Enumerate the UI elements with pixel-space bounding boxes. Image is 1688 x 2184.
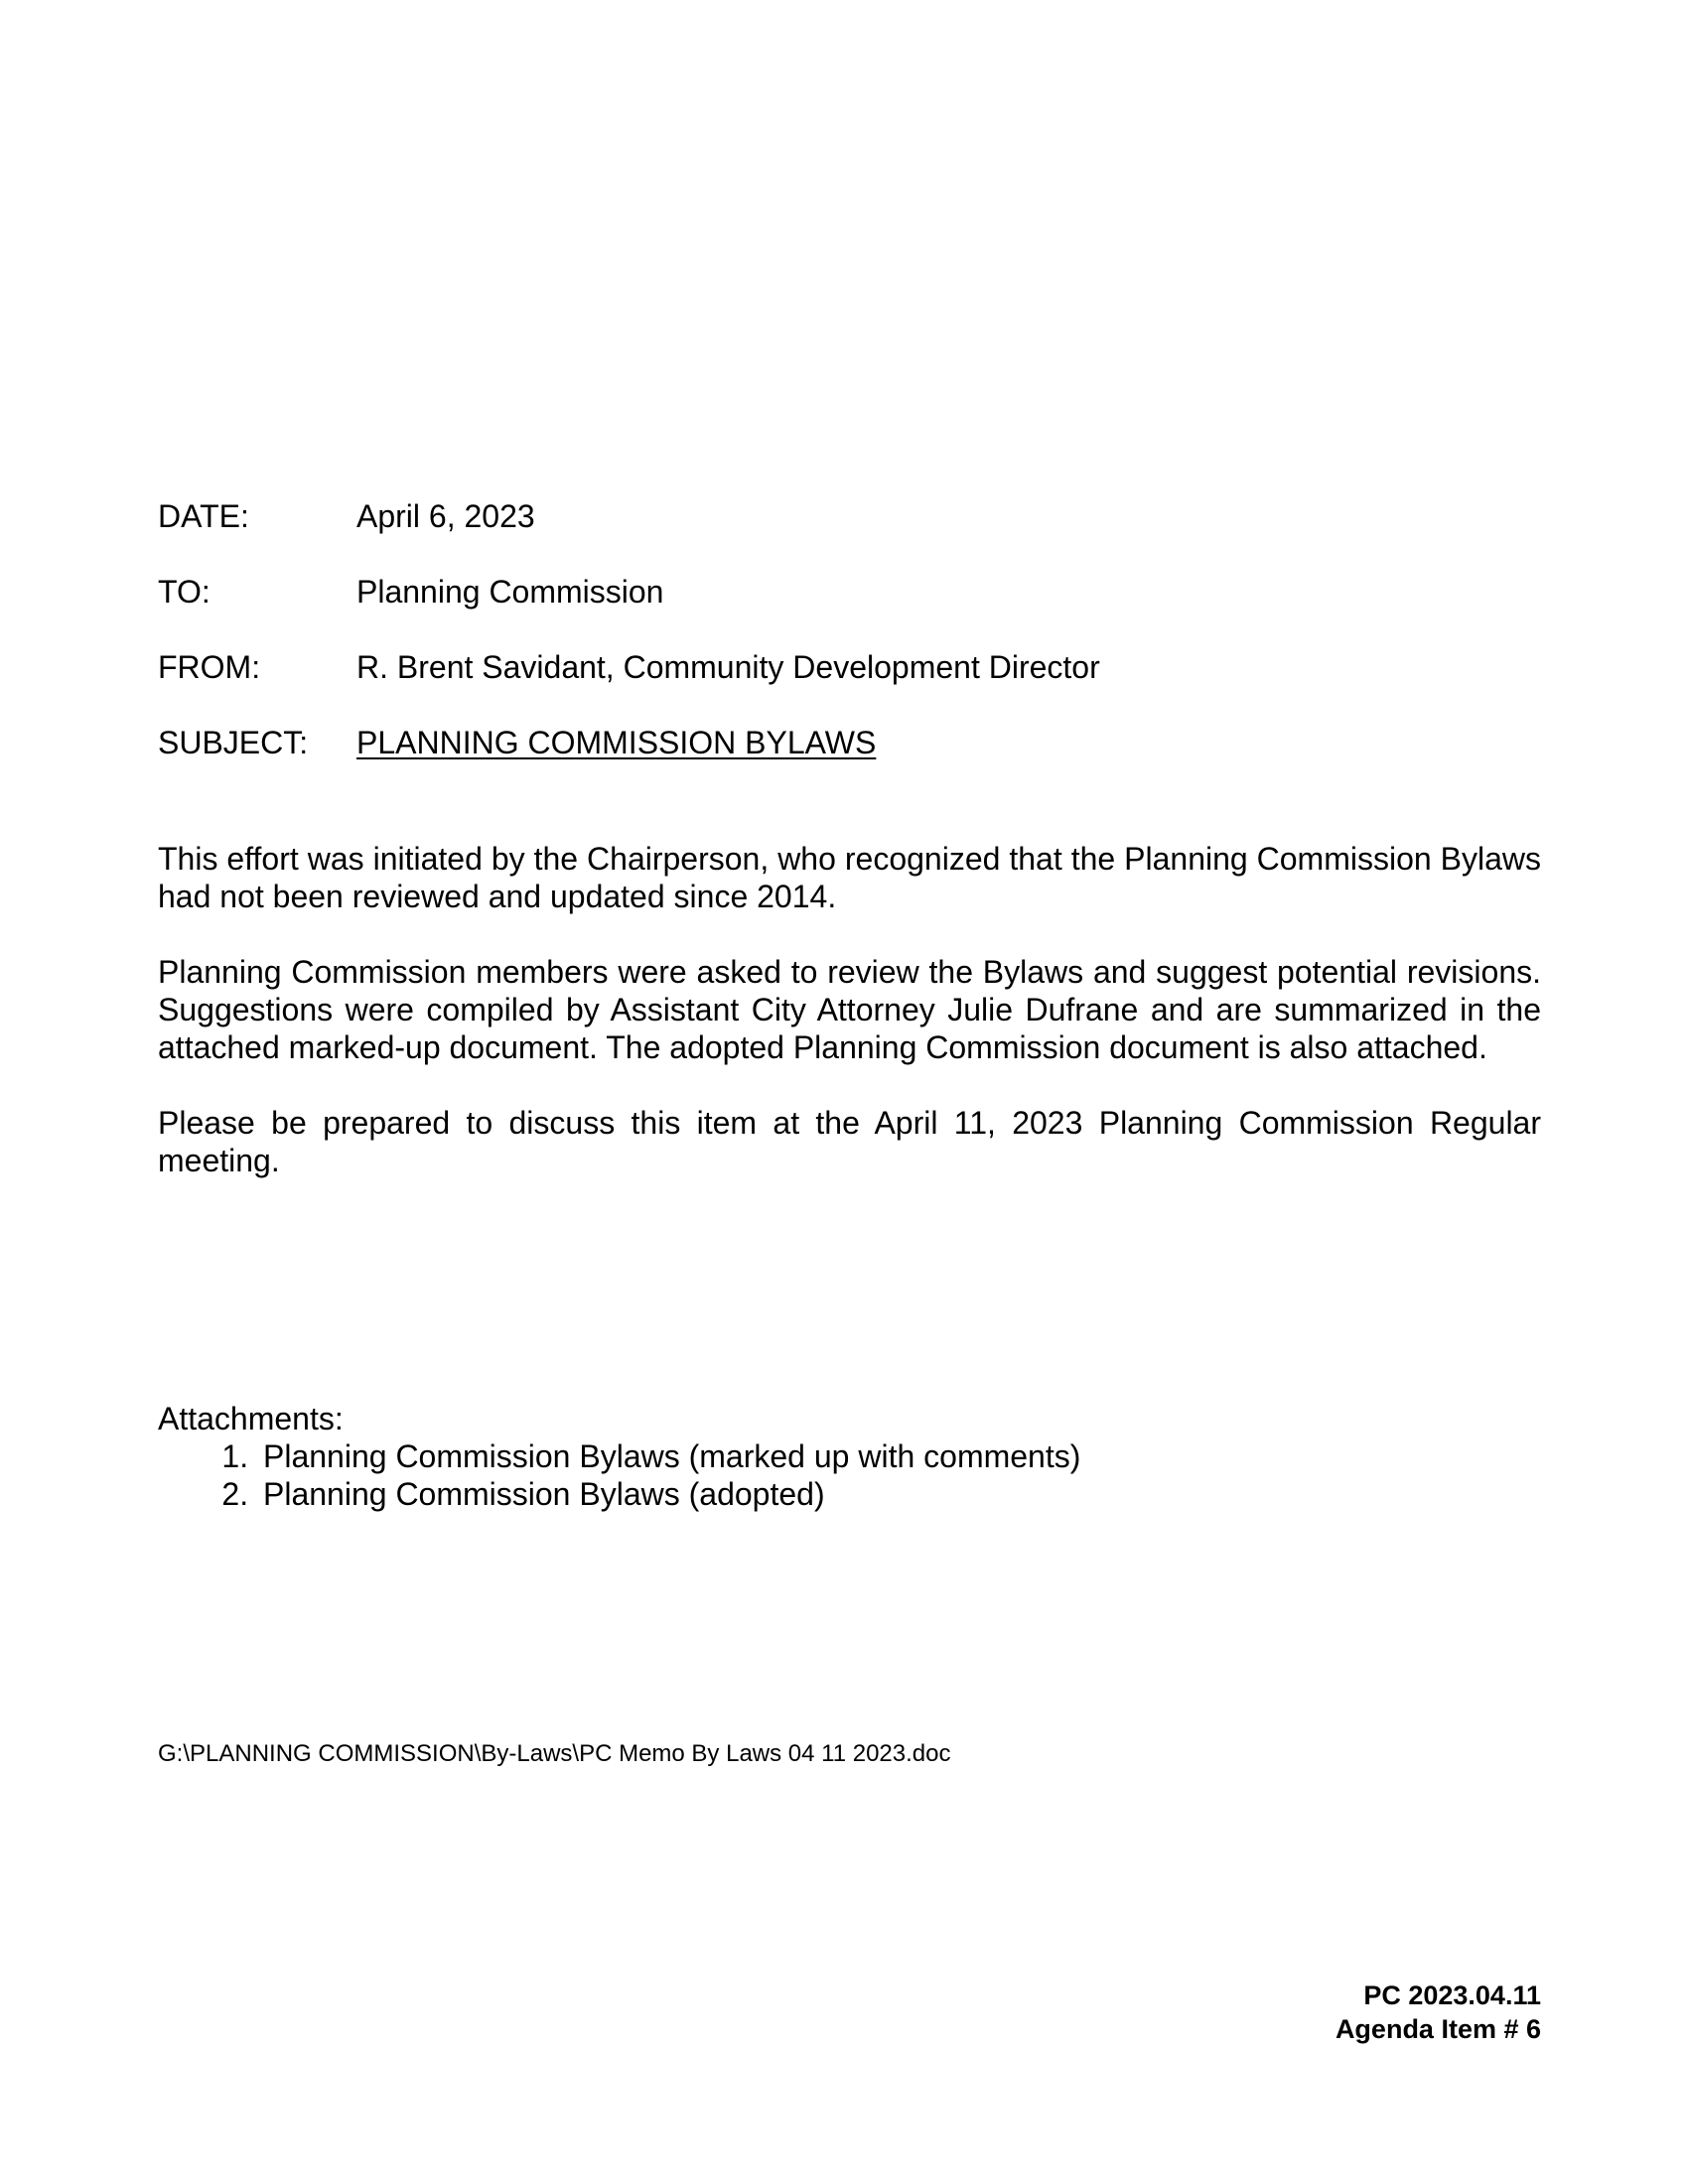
footer-agenda [1336,1979,1541,2046]
date-row [158,496,1548,536]
attachments-section [158,1400,1541,1513]
attachments-label: Attachments: [158,1401,344,1436]
memo-header [158,496,1548,798]
to-label: TO: [158,574,211,610]
attachments-list [158,1437,1541,1513]
file-path: G:\PLANNING COMMISSION\By-Laws\PC Memo By Laws 04 11 2023.doc [158,1740,951,1767]
from-value: R. Brent Savidant, Community Development Director [356,649,1100,685]
from-label: FROM: [158,649,261,685]
date-label: DATE: [158,498,249,534]
memo-body [158,840,1541,1217]
to-value: Planning Commission [356,574,664,610]
footer-agenda-item: Agenda Item # 6 [1335,2014,1541,2044]
body-paragraph-1: This effort was initiated by the Chairperson, who recognized that the Planning Commission Bylaws had not been reviewed and updated since 2014. [158,841,1541,914]
subject-row [158,723,1548,762]
from-row [158,647,1548,687]
date-value: April 6, 2023 [356,498,535,534]
to-row [158,572,1548,612]
subject-label: SUBJECT: [158,725,309,760]
attachment-item-1: 1. Planning Commission Bylaws (marked up with comments) [257,1437,1541,1475]
subject-value: PLANNING COMMISSION BYLAWS [356,725,877,760]
body-paragraph-2: Planning Commission members were asked to review the Bylaws and suggest potential revisions. Suggestions were compiled by Assistant City Attorney Julie Dufrane and are summarized in the attached marked-up document. The adopted Planning Commission document is also attached. [158,954,1541,1065]
attachment-item-2: 2. Planning Commission Bylaws (adopted) [257,1475,1541,1513]
body-paragraph-3: Please be prepared to discuss this item at the April 11, 2023 Planning Commission Regular meeting. [158,1105,1541,1178]
footer-meeting-code: PC 2023.04.11 [1363,1980,1541,2010]
